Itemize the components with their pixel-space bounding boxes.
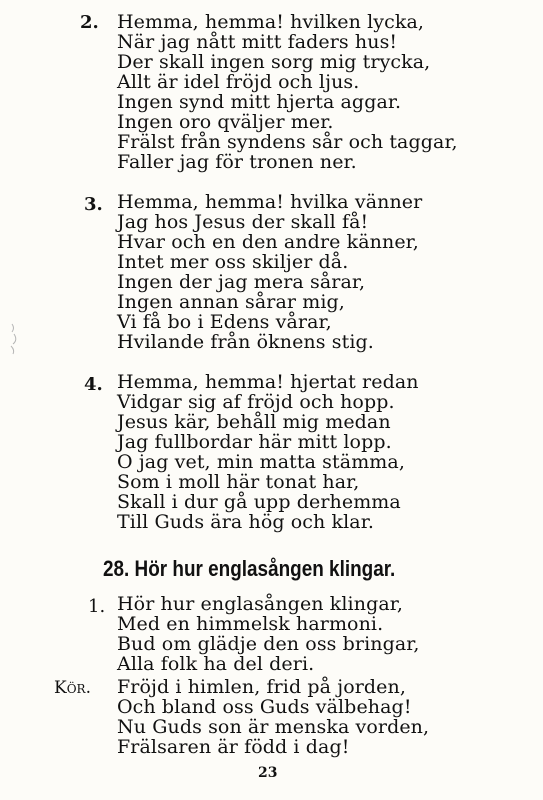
verse-line: Hemma, hemma! hjertat redan [117, 371, 419, 393]
stanza-lines [117, 12, 458, 172]
verse-line: O jag vet, min matta stämma, [117, 451, 405, 473]
verse-line: Vidgar sig af fröjd och hopp. [117, 391, 395, 413]
verse-line: Vi få bo i Edens vårar, [117, 311, 332, 333]
verse-line: Hemma, hemma! hvilken lycka, [117, 11, 425, 33]
verse-number: 1. [88, 596, 106, 617]
stanza-lines [117, 372, 419, 532]
page-number: 23 [258, 765, 278, 781]
verse-line: Alla folk ha del deri. [117, 653, 315, 675]
stanza-number: 4. [84, 374, 103, 395]
chorus-label: Kör. [54, 678, 91, 698]
verse-line: Faller jag för tronen ner. [117, 151, 357, 173]
verse-line: Skall i dur gå upp derhemma [117, 491, 401, 513]
verse-line: Bud om glädje den oss bringar, [117, 633, 420, 655]
verse-line: Frälst från syndens sår och taggar, [117, 131, 458, 153]
verse-line: När jag nått mitt faders hus! [117, 31, 398, 53]
verse-line: Allt är idel fröjd och ljus. [117, 71, 360, 93]
verse-line: Der skall ingen sorg mig trycka, [117, 51, 431, 73]
verse-line: Intet mer oss skiljer då. [117, 251, 349, 273]
verse-line: Jesus kär, behåll mig medan [117, 411, 391, 433]
chorus-lines [117, 677, 429, 757]
stanza-number: 3. [84, 194, 103, 215]
verse-line: Ingen synd mitt hjerta aggar. [117, 91, 402, 113]
chorus-line: Frälsaren är född i dag! [117, 736, 350, 758]
verse-line: Ingen annan sårar mig, [117, 291, 345, 313]
chorus-line: Fröjd i himlen, frid på jorden, [117, 676, 406, 698]
verse-lines [117, 594, 420, 674]
verse-line: Jag hos Jesus der skall få! [117, 211, 369, 233]
chorus-line: Och bland oss Guds välbehag! [117, 696, 412, 718]
verse-line: Hör hur englasången klingar, [117, 593, 403, 615]
verse-line: Ingen der jag mera sårar, [117, 271, 366, 293]
verse-line: Som i moll här tonat har, [117, 471, 360, 493]
verse-line: Med en himmelsk harmoni. [117, 613, 384, 635]
verse-line: Hemma, hemma! hvilka vänner [117, 191, 423, 213]
stanza-lines [117, 192, 422, 352]
verse-line: Hvar och en den andre känner, [117, 231, 419, 253]
verse-line: Till Guds ära hög och klar. [117, 511, 374, 533]
margin-smudge [8, 322, 22, 356]
chorus-line: Nu Guds son är menska vorden, [117, 716, 430, 738]
verse-line: Hvilande från öknens stig. [117, 331, 374, 353]
stanza-number: 2. [80, 12, 99, 33]
verse-line: Ingen oro qväljer mer. [117, 111, 334, 133]
verse-line: Jag fullbordar här mitt lopp. [117, 431, 392, 453]
hymn-title: 28. Hör hur englasången klingar. [103, 556, 396, 581]
